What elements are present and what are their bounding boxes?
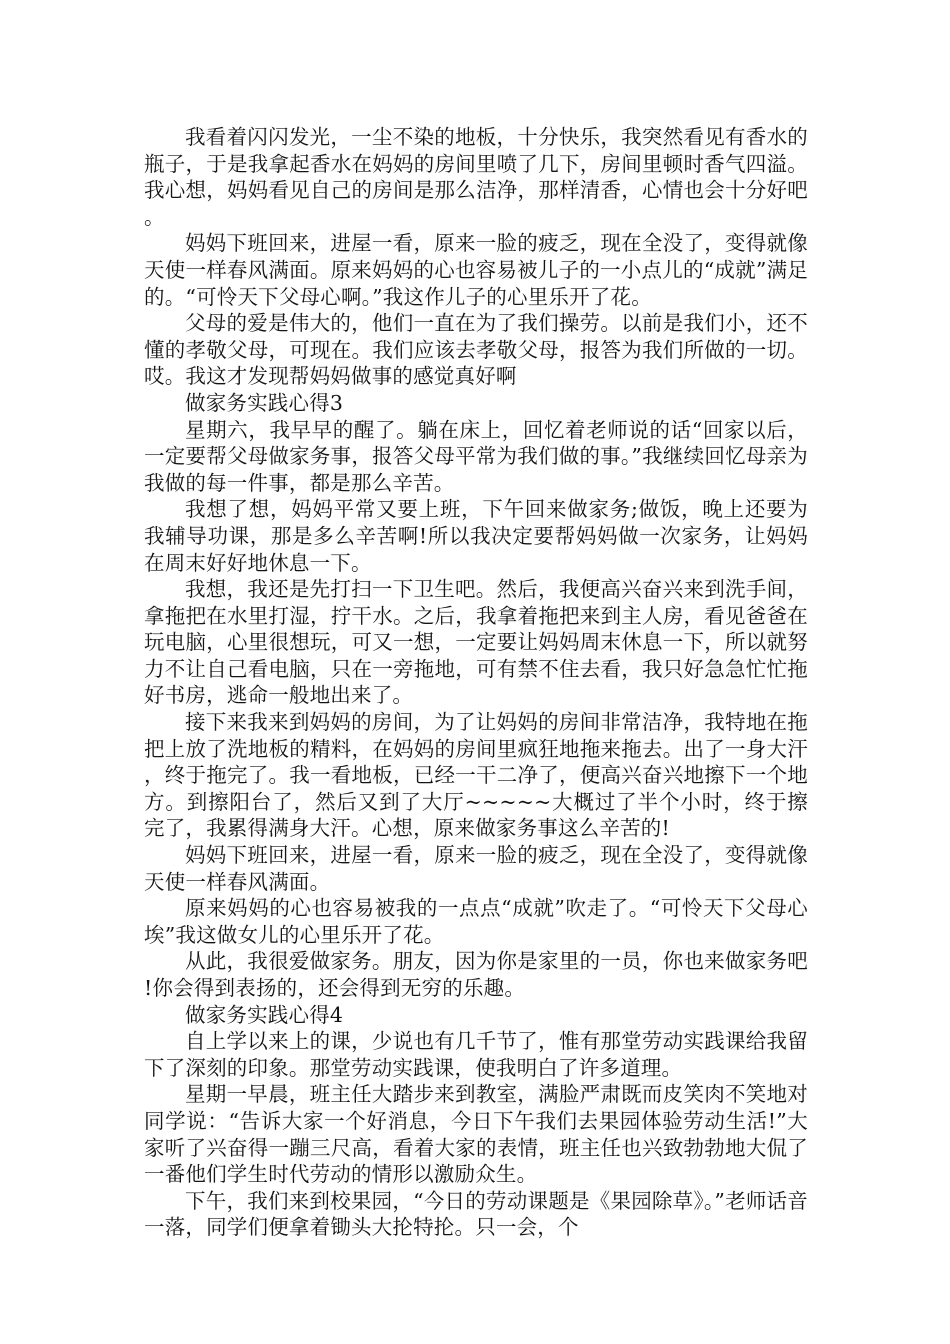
paragraph: 原来妈妈的心也容易被我的一点点“成就”吹走了。“可怜天下父母心埃”我这做女儿的心里乐开了花。 [144, 896, 808, 947]
paragraph: 我看着闪闪发光，一尘不染的地板，十分快乐，我突然看见有香水的瓶子，于是我拿起香水在妈妈的房间里喷了几下，房间里顿时香气四溢。我心想，妈妈看见自己的房间是那么洁净，那样清香，心情也会十分好吧。 [144, 125, 808, 229]
paragraph: 妈妈下班回来，进屋一看，原来一脸的疲乏，现在全没了，变得就像天使一样春风满面。 [144, 843, 808, 894]
paragraph: 我想，我还是先打扫一下卫生吧。然后，我便高兴奋兴来到洗手间，拿拖把在水里打湿，拧干水。之后，我拿着拖把来到主人房，看见爸爸在玩电脑，心里很想玩，可又一想，一定要让妈妈周末休息一下，所以就努力不让自己看电脑，只在一旁拖地，可有禁不住去看，我只好急急忙忙拖好书房，逃命一般地出来了。 [144, 577, 808, 708]
paragraph: 从此，我很爱做家务。朋友，因为你是家里的一员，你也来做家务吧!你会得到表扬的，还会得到无穷的乐趣。 [144, 949, 808, 1000]
paragraph: 下午，我们来到校果园，“今日的劳动课题是《果园除草》。”老师话音一落，同学们便拿着锄头大抡特抡。只一会，个 [144, 1188, 808, 1240]
paragraph: 接下来我来到妈妈的房间，为了让妈妈的房间非常洁净，我特地在拖把上放了洗地板的精料，在妈妈的房间里疯狂地拖来拖去。出了一身大汗，终于拖完了。我一看地板，已经一干二净了，便高兴奋兴地擦下一个地方。到擦阳台了，然后又到了大厅~~~~~大概过了半个小时，终于擦完了，我累得满身大汗。心想，原来做家务事这么辛苦的! [144, 710, 808, 841]
paragraph: 自上学以来上的课，少说也有几千节了，惟有那堂劳动实践课给我留下了深刻的印象。那堂劳动实践课，使我明白了许多道理。 [144, 1029, 808, 1080]
paragraph: 妈妈下班回来，进屋一看，原来一脸的疲乏，现在全没了，变得就像天使一样春风满面。原来妈妈的心也容易被儿子的一小点儿的“成就”满足的。“可怜天下父母心啊。”我这作儿子的心里乐开了花。 [144, 231, 808, 309]
section-heading: 做家务实践心得3 [185, 390, 344, 415]
paragraph: 父母的爱是伟大的，他们一直在为了我们操劳。以前是我们小，还不懂的孝敬父母，可现在。我们应该去孝敬父母，报答为我们所做的一切。哎。我这才发现帮妈妈做事的感觉真好啊 [144, 311, 808, 389]
paragraph: 星期一早晨，班主任大踏步来到教室，满脸严肃既而皮笑肉不笑地对同学说：“告诉大家一个好消息，今日下午我们去果园体验劳动生活!”大家听了兴奋得一蹦三尺高，看着大家的表情，班主任也兴致勃勃地大侃了一番他们学生时代劳动的情形以激励众生。 [144, 1082, 808, 1187]
paragraph: 我想了想，妈妈平常又要上班，下午回来做家务;做饭，晚上还要为我辅导功课，那是多么辛苦啊!所以我决定要帮妈妈做一次家务，让妈妈在周末好好地休息一下。 [144, 497, 808, 575]
document-body [144, 124, 808, 1241]
section-heading: 做家务实践心得4 [185, 1002, 344, 1027]
paragraph: 星期六，我早早的醒了。躺在床上，回忆着老师说的话“回家以后，一定要帮父母做家务事，报答父母平常为我们做的事。”我继续回忆母亲为我做的每一件事，都是那么辛苦。 [144, 417, 808, 495]
